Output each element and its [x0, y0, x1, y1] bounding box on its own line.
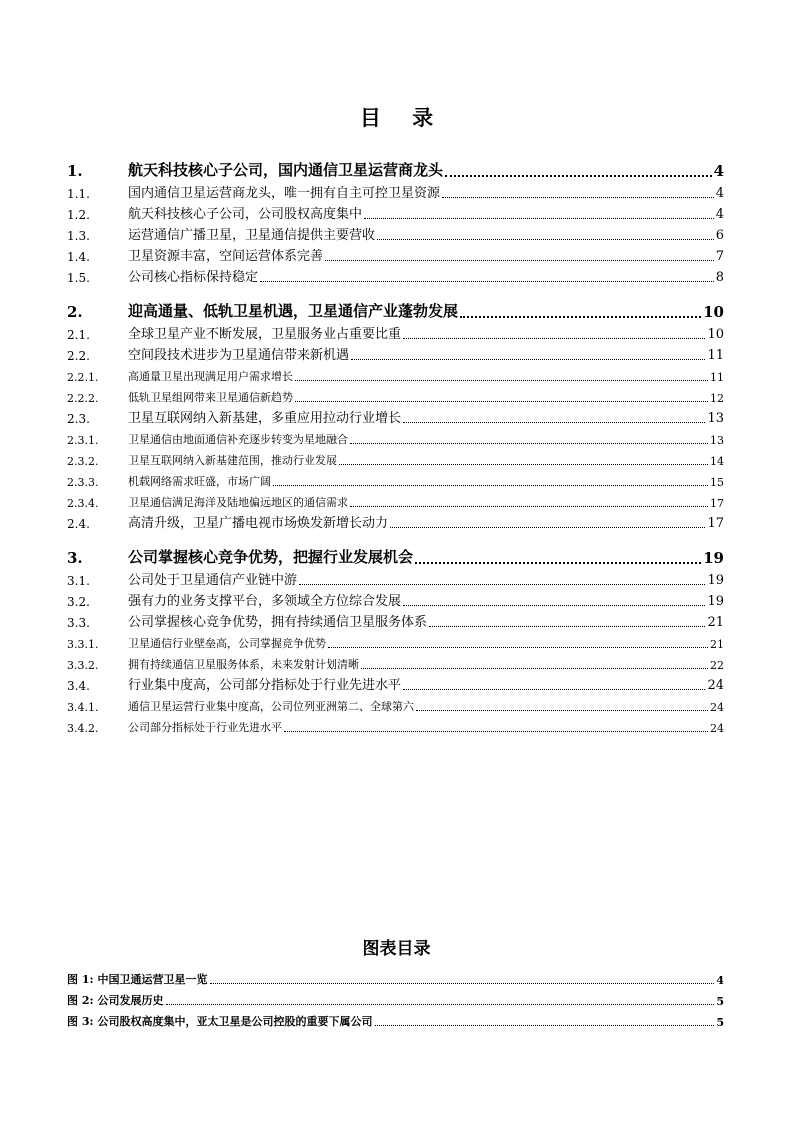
- entry-page-number: 4: [715, 186, 724, 201]
- dot-leader: [166, 1004, 715, 1005]
- dot-leader: [403, 422, 705, 423]
- dot-leader: [445, 175, 712, 177]
- toc-entry[interactable]: [67, 201, 724, 222]
- dot-leader: [210, 983, 715, 984]
- toc-entry[interactable]: [67, 264, 724, 285]
- dot-leader: [403, 689, 705, 690]
- entry-page-number: 4: [716, 974, 724, 987]
- entry-title: 低轨卫星组网带来卫星通信新趋势: [128, 391, 293, 404]
- entry-page-number: 11: [710, 371, 724, 384]
- entry-page-number: 24: [710, 701, 724, 714]
- toc-entry[interactable]: [67, 180, 724, 201]
- toc-entry[interactable]: [67, 447, 724, 468]
- entry-number: 2.3.: [67, 412, 90, 426]
- entry-title: 中国卫通运营卫星一览: [97, 973, 208, 986]
- entry-number: 1.1.: [67, 187, 90, 201]
- toc-entry[interactable]: [67, 321, 724, 342]
- entry-title: 强有力的业务支撑平台，多领域全方位综合发展: [128, 594, 402, 609]
- figure-entry[interactable]: [67, 1008, 724, 1029]
- entry-number: 3.2.: [67, 595, 90, 609]
- toc-entry[interactable]: [67, 567, 724, 588]
- dot-leader: [350, 443, 708, 444]
- entry-page-number: 19: [707, 573, 724, 588]
- entry-page-number: 5: [716, 1016, 724, 1029]
- entry-title: 公司发展历史: [97, 994, 164, 1007]
- entry-number: 2.2.: [67, 349, 90, 363]
- entry-page-number: 8: [715, 270, 724, 285]
- entry-page-number: 4: [713, 162, 724, 180]
- entry-title: 通信卫星运营行业集中度高，公司位列亚洲第二、全球第六: [128, 700, 414, 713]
- entry-title: 卫星互联网纳入新基建范围，推动行业发展: [128, 454, 337, 467]
- toc-entry[interactable]: [67, 243, 724, 264]
- entry-number: 3.3.2.: [67, 659, 99, 672]
- entry-number: 3.4.1.: [67, 701, 99, 714]
- dot-leader: [260, 281, 714, 282]
- figures-list: [67, 966, 724, 1029]
- entry-title: 机载网络需求旺盛，市场广阔: [128, 475, 271, 488]
- entry-title: 航天科技核心子公司，公司股权高度集中: [128, 207, 363, 222]
- toc-entry[interactable]: [67, 289, 724, 321]
- entry-title: 公司股权高度集中，亚太卫星是公司控股的重要下属公司: [97, 1015, 373, 1028]
- entry-title: 航天科技核心子公司，国内通信卫星运营商龙头: [128, 161, 444, 179]
- entry-page-number: 17: [707, 516, 724, 531]
- toc-entry[interactable]: [67, 468, 724, 489]
- entry-page-number: 12: [710, 392, 724, 405]
- toc-entry[interactable]: [67, 222, 724, 243]
- toc-entry[interactable]: [67, 342, 724, 363]
- entry-title: 卫星通信由地面通信补充逐步转变为星地融合: [128, 433, 348, 446]
- dot-leader: [351, 359, 705, 360]
- entry-page-number: 10: [707, 327, 724, 342]
- entry-page-number: 5: [716, 995, 724, 1008]
- toc-entry[interactable]: [67, 651, 724, 672]
- entry-number: 1.5.: [67, 271, 90, 285]
- entry-number: 3.4.2.: [67, 722, 99, 735]
- entry-number: 图 2:: [67, 994, 94, 1007]
- entry-title: 公司核心指标保持稳定: [128, 270, 259, 285]
- entry-page-number: 4: [715, 207, 724, 222]
- entry-title: 公司部分指标处于行业先进水平: [128, 721, 282, 734]
- entry-number: 3.4.: [67, 679, 90, 693]
- toc-entry[interactable]: [67, 384, 724, 405]
- entry-title: 卫星资源丰富，空间运营体系完善: [128, 249, 324, 264]
- entry-page-number: 19: [703, 549, 724, 567]
- dot-leader: [361, 668, 708, 669]
- entry-title: 公司处于卫星通信产业链中游: [128, 573, 298, 588]
- entry-title: 拥有持续通信卫星服务体系，未来发射计划清晰: [128, 658, 359, 671]
- entry-title: 卫星通信满足海洋及陆地偏远地区的通信需求: [128, 496, 348, 509]
- entry-page-number: 24: [710, 722, 724, 735]
- toc-entry[interactable]: [67, 535, 724, 567]
- entry-page-number: 6: [715, 228, 724, 243]
- entry-number: 1.3.: [67, 229, 90, 243]
- entry-page-number: 21: [710, 638, 724, 651]
- dot-leader: [429, 626, 705, 627]
- entry-page-number: 11: [707, 348, 724, 363]
- figure-entry[interactable]: [67, 987, 724, 1008]
- dot-leader: [403, 605, 705, 606]
- entry-title: 迎高通量、低轨卫星机遇，卫星通信产业蓬勃发展: [128, 302, 459, 320]
- entry-number: 2.3.1.: [67, 434, 99, 447]
- dot-leader: [350, 506, 708, 507]
- figures-heading: 图表目录: [362, 939, 431, 959]
- entry-number: 1.: [67, 162, 83, 180]
- toc-entry[interactable]: [67, 630, 724, 651]
- toc-heading: 目 录: [359, 105, 446, 130]
- toc-entry[interactable]: [67, 714, 724, 735]
- entry-number: 2.2.2.: [67, 392, 99, 405]
- toc-entry[interactable]: [67, 510, 724, 531]
- entry-number: 图 1:: [67, 973, 94, 986]
- entry-page-number: 14: [710, 455, 724, 468]
- dot-leader: [295, 401, 708, 402]
- toc-entry[interactable]: [67, 405, 724, 426]
- entry-number: 3.: [67, 549, 83, 567]
- entry-page-number: 22: [710, 659, 724, 672]
- entry-title: 全球卫星产业不断发展，卫星服务业占重要比重: [128, 327, 402, 342]
- entry-number: 2.3.2.: [67, 455, 99, 468]
- entry-title: 卫星通信行业壁垒高，公司掌握竞争优势: [128, 637, 326, 650]
- entry-title: 空间段技术进步为卫星通信带来新机遇: [128, 348, 350, 363]
- toc-entry[interactable]: [67, 426, 724, 447]
- dot-leader: [328, 647, 708, 648]
- dot-leader: [390, 527, 705, 528]
- entry-number: 1.2.: [67, 208, 90, 222]
- entry-number: 2.4.: [67, 517, 90, 531]
- figure-entry[interactable]: [67, 966, 724, 987]
- entry-number: 2.: [67, 303, 83, 321]
- entry-title: 卫星互联网纳入新基建，多重应用拉动行业增长: [128, 411, 402, 426]
- toc-entry[interactable]: [67, 693, 724, 714]
- entry-page-number: 24: [707, 678, 724, 693]
- dot-leader: [460, 316, 701, 318]
- dot-leader: [299, 584, 705, 585]
- entry-title: 行业集中度高，公司部分指标处于行业先进水平: [128, 678, 402, 693]
- dot-leader: [339, 464, 708, 465]
- entry-number: 2.2.1.: [67, 371, 99, 384]
- dot-leader: [377, 239, 714, 240]
- entry-page-number: 13: [710, 434, 724, 447]
- dot-leader: [415, 562, 701, 564]
- entry-page-number: 7: [715, 249, 724, 264]
- entry-title: 运营通信广播卫星，卫星通信提供主要营收: [128, 228, 376, 243]
- entry-page-number: 21: [707, 615, 724, 630]
- entry-page-number: 19: [707, 594, 724, 609]
- entry-page-number: 15: [710, 476, 724, 489]
- dot-leader: [442, 197, 714, 198]
- entry-title: 高通量卫星出现满足用户需求增长: [128, 370, 293, 383]
- entry-number: 3.3.1.: [67, 638, 99, 651]
- toc-entry[interactable]: [67, 609, 724, 630]
- entry-title: 公司掌握核心竞争优势，拥有持续通信卫星服务体系: [128, 615, 428, 630]
- dot-leader: [295, 380, 708, 381]
- dot-leader: [364, 218, 714, 219]
- entry-page-number: 17: [710, 497, 724, 510]
- entry-title: 公司掌握核心竞争优势，把握行业发展机会: [128, 548, 414, 566]
- dot-leader: [325, 260, 714, 261]
- toc-entry[interactable]: [67, 672, 724, 693]
- toc-entry[interactable]: [67, 588, 724, 609]
- entry-page-number: 13: [707, 411, 724, 426]
- entry-title: 高清升级，卫星广播电视市场焕发新增长动力: [128, 516, 389, 531]
- entry-number: 3.1.: [67, 574, 90, 588]
- entry-page-number: 10: [703, 303, 724, 321]
- entry-number: 图 3:: [67, 1015, 94, 1028]
- toc-entry[interactable]: [67, 489, 724, 510]
- entry-number: 1.4.: [67, 250, 90, 264]
- toc-list: [67, 144, 724, 735]
- dot-leader: [416, 710, 708, 711]
- entry-number: 2.3.4.: [67, 497, 99, 510]
- entry-number: 2.1.: [67, 328, 90, 342]
- toc-entry[interactable]: [67, 148, 724, 180]
- entry-title: 国内通信卫星运营商龙头，唯一拥有自主可控卫星资源: [128, 186, 441, 201]
- dot-leader: [284, 731, 708, 732]
- dot-leader: [403, 338, 705, 339]
- dot-leader: [273, 485, 708, 486]
- entry-number: 3.3.: [67, 616, 90, 630]
- dot-leader: [375, 1025, 715, 1026]
- entry-number: 2.3.3.: [67, 476, 99, 489]
- toc-entry[interactable]: [67, 363, 724, 384]
